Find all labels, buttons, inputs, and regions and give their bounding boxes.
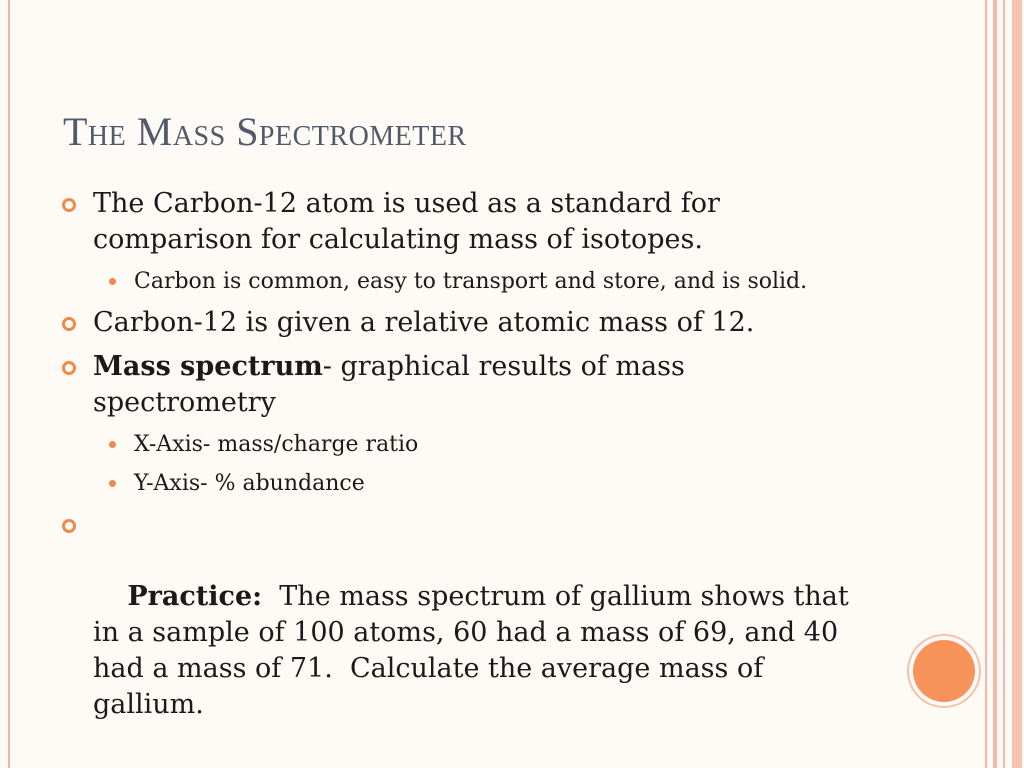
bullet-text: - graphical results of mass spectrometry [93,351,685,418]
bullet-item [60,349,860,421]
bullet-item [60,305,860,341]
dot-bullet-icon [109,441,116,448]
slide-title: The Mass Spectrometer [63,109,467,154]
sub-bullet-item [60,468,860,499]
bullet-text: Carbon-12 is given a relative atomic mass of 12. [93,307,755,338]
decorative-stripes [984,0,1024,768]
ring-bullet-icon [62,198,76,212]
sub-bullet-text: Y-Axis- % abundance [134,471,365,496]
sub-bullet-item [60,429,860,460]
ring-bullet-icon [62,519,76,533]
decorative-circle [913,640,975,702]
slide-content [60,186,860,767]
ring-bullet-icon [62,361,76,375]
dot-bullet-icon [109,480,116,487]
bullet-text: The Carbon-12 atom is used as a standard for comparison for calculating mass of isotopes. [93,188,720,255]
bullet-item [60,507,860,759]
stripe [993,0,997,768]
ring-bullet-icon [62,317,76,331]
bullet-term: Mass spectrum [93,351,323,382]
stripe [985,0,987,768]
stripe [1012,0,1022,768]
sub-bullet-item [60,266,860,297]
stripe [1003,0,1005,768]
sub-bullet-text: X-Axis- mass/charge ratio [134,432,419,457]
dot-bullet-icon [109,278,116,285]
sub-bullet-text: Carbon is common, easy to transport and store, and is solid. [134,269,808,294]
bullet-item [60,186,860,258]
bullet-text: The mass spectrum of gallium shows that in a sample of 100 atoms, 60 had a mass of 69, and 40 had a mass of 71. Calculate the average mass of gallium. [93,581,858,720]
bullet-term: Practice: [127,581,263,612]
